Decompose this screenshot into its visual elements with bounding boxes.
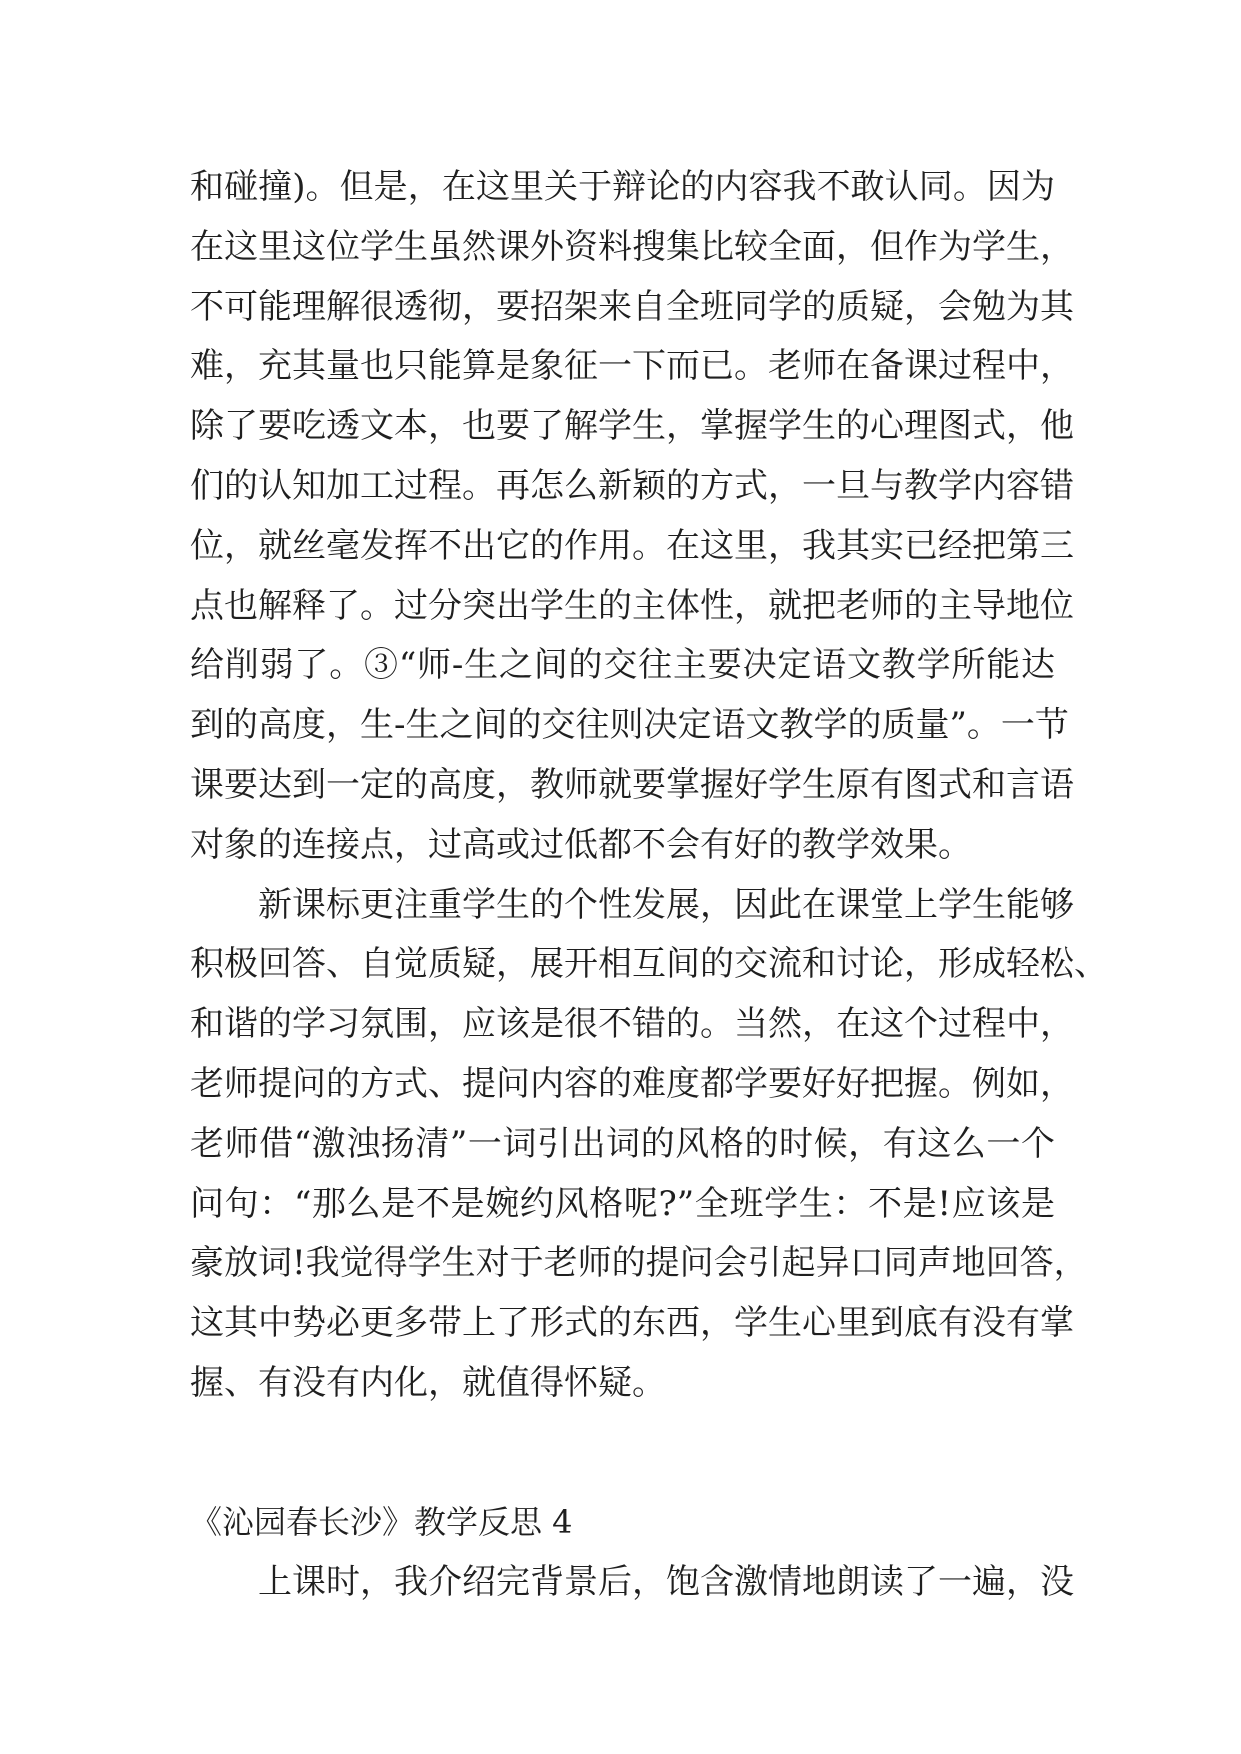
text-line: 豪放词!我觉得学生对于老师的提问会引起异口同声地回答， xyxy=(190,1243,1088,1284)
text-line: 给削弱了。③“师-生之间的交往主要决定语文教学所能达 xyxy=(190,645,1055,686)
text-line: 问句：“那么是不是婉约风格呢?”全班学生：不是!应该是 xyxy=(190,1183,1055,1224)
text-line: 到的高度，生-生之间的交往则决定语文教学的质量”。一节 xyxy=(190,705,1069,746)
text-line: 这其中势必更多带上了形式的东西，学生心里到底有没有掌 xyxy=(190,1303,1074,1344)
text-line: 点也解释了。过分突出学生的主体性，就把老师的主导地位 xyxy=(190,585,1074,626)
text-line: 难，充其量也只能算是象征一下而已。老师在备课过程中， xyxy=(190,346,1074,387)
text-line: 老师借“激浊扬清”一词引出词的风格的时候，有这么一个 xyxy=(190,1123,1055,1164)
text-line: 在这里这位学生虽然课外资料搜集比较全面，但作为学生， xyxy=(190,226,1074,267)
text-line: 老师提问的方式、提问内容的难度都学要好好把握。例如， xyxy=(190,1063,1074,1104)
paragraph xyxy=(190,1553,1074,1613)
paragraph xyxy=(190,158,1074,876)
text-line: 对象的连接点，过高或过低都不会有好的教学效果。 xyxy=(190,824,972,865)
text-line: 积极回答、自觉质疑，展开相互间的交流和讨论，形成轻松、 xyxy=(190,944,1108,985)
text-line: 握、有没有内化，就值得怀疑。 xyxy=(190,1362,666,1403)
paragraph xyxy=(190,876,1108,1414)
text-line: 课要达到一定的高度，教师就要掌握好学生原有图式和言语 xyxy=(190,764,1074,805)
text-line: 除了要吃透文本，也要了解学生，掌握学生的心理图式，他 xyxy=(190,406,1074,447)
text-line: 们的认知加工过程。再怎么新颖的方式，一旦与教学内容错 xyxy=(190,465,1074,506)
text-line: 上课时，我介绍完背景后，饱含激情地朗读了一遍，没 xyxy=(258,1561,1074,1602)
section-spacer xyxy=(190,1414,1055,1491)
text-line: 和碰撞)。但是，在这里关于辩论的内容我不敢认同。因为 xyxy=(190,167,1055,207)
section-heading: 《沁园春长沙》教学反思 4 xyxy=(190,1502,573,1541)
text-line: 位，就丝毫发挥不出它的作用。在这里，我其实已经把第三 xyxy=(190,525,1074,566)
text-line: 不可能理解很透彻，要招架来自全班同学的质疑，会勉为其 xyxy=(190,286,1074,327)
document-body xyxy=(190,158,1108,1613)
text-line: 新课标更注重学生的个性发展，因此在课堂上学生能够 xyxy=(258,884,1074,925)
text-line: 和谐的学习氛围，应该是很不错的。当然，在这个过程中， xyxy=(190,1004,1074,1045)
